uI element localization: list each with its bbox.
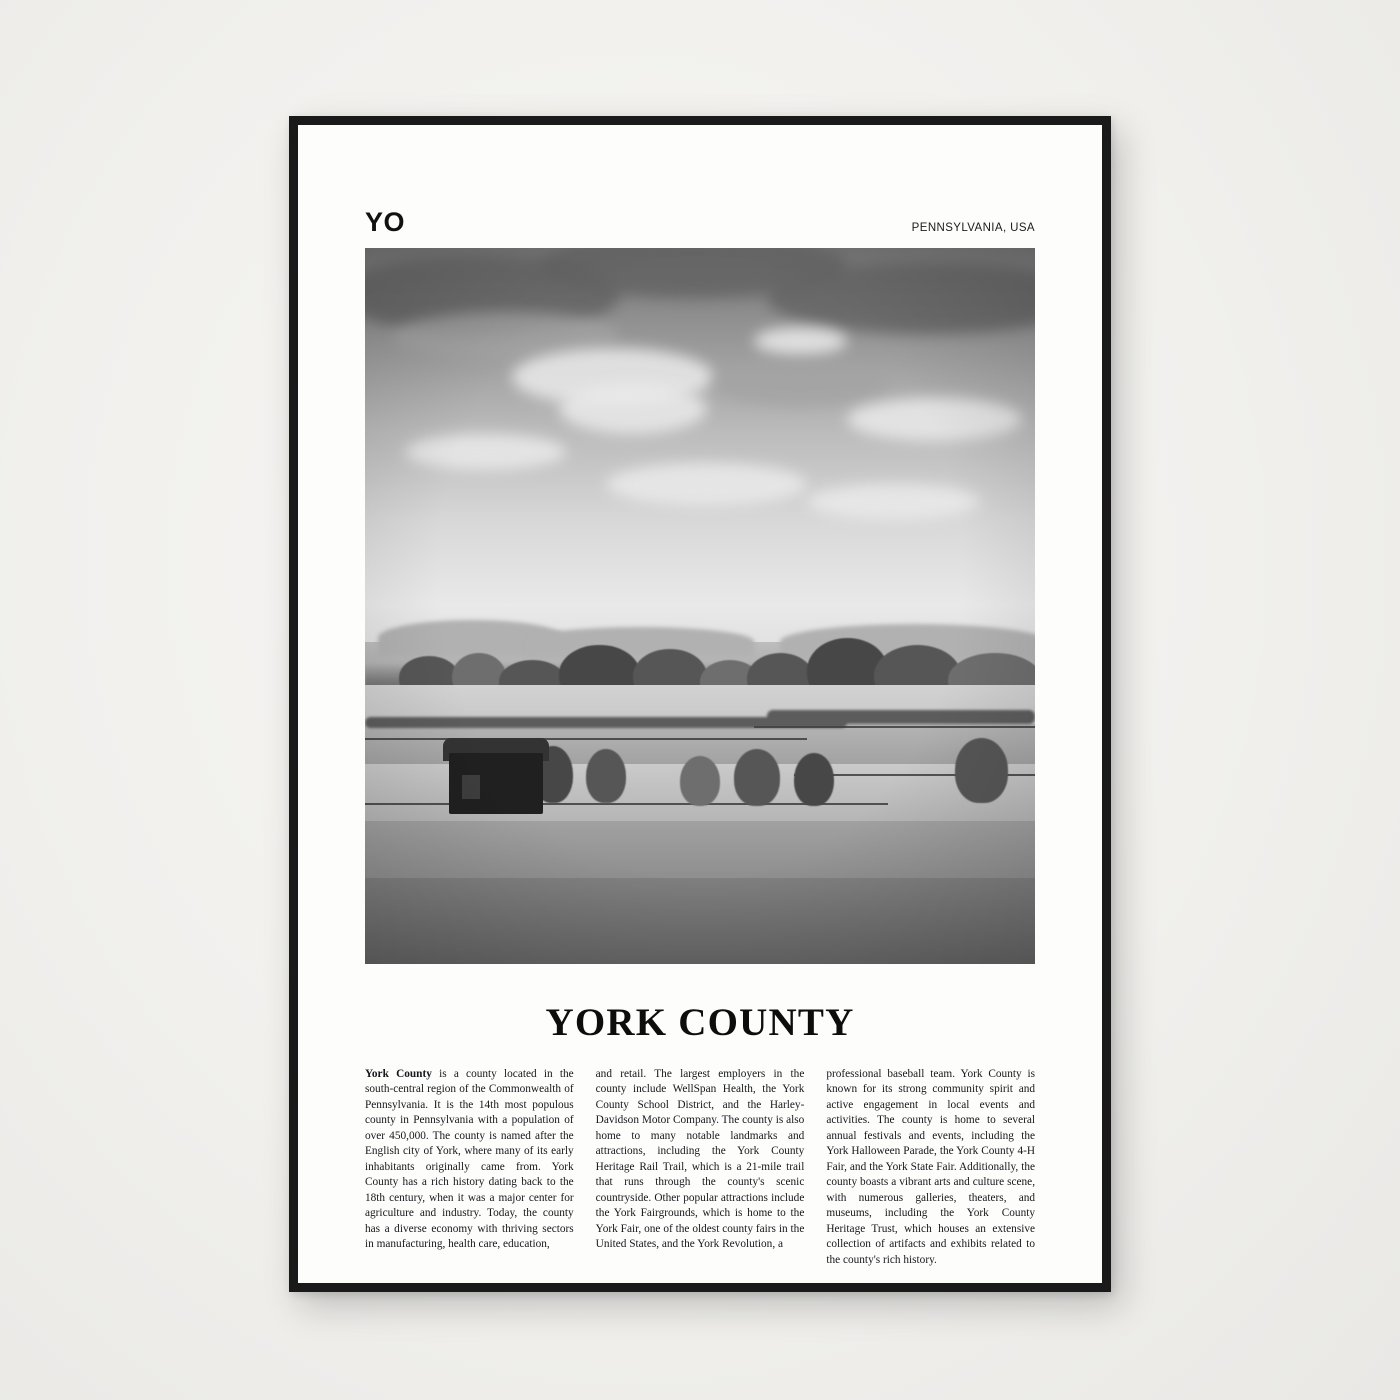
body-text: is a county located in the south-central region of the Commonwealth of Pennsylvania. It is the 14th most populous county in Pennsylvania with a population of over 450,000. The county is named after the English city of York, where many of its early inhabitants originally came from. York County has a rich history dating back to the 18th century, when it was a major center for agriculture and industry. Today, the county has a diverse economy with thriving sectors in manufacturing, health care, education, (365, 1068, 574, 1251)
poster-code: YO (365, 207, 406, 237)
body-text: and retail. The largest employers in the county include WellSpan Health, the York County School District, and the Harley-Davidson Motor Company. The county is also home to many notable landmarks and attractions, including the York County Heritage Rail Trail, which is a 21-mile trail that runs through the county's scenic countryside. Other popular attractions include the York Fairgrounds, which is home to the York Fair, one of the oldest county fairs in the United States, and the York Revolution, a (595, 1068, 805, 1251)
body-lead: York County (365, 1068, 432, 1080)
body-text: professional baseball team. York County is known for its strong community spirit and active engagement in local events and activities. The county is home to several annual festivals and events, including the York Halloween Parade, the York County 4-H Fair, and the York State Fair. Additionally, the county boasts a vibrant arts and culture scene, with numerous galleries, theaters, and museums, including the York County Heritage Trust, which houses an extensive collection of artifacts and exhibits related to the county's rich history. (826, 1068, 1036, 1266)
picture-frame (289, 116, 1111, 1292)
poster-region: PENNSYLVANIA, USA (911, 222, 1035, 234)
body-column-3 (826, 1067, 1035, 1268)
poster (298, 125, 1102, 1283)
photo-vignette (365, 248, 1035, 964)
page-title: YORK COUNTY (545, 1001, 855, 1044)
poster-header (365, 209, 1035, 236)
poster-body (365, 1067, 1035, 1268)
frame-mat (298, 125, 1102, 1283)
body-column-2 (596, 1067, 805, 1268)
body-column-1 (365, 1067, 574, 1268)
landscape-photo (365, 248, 1035, 964)
